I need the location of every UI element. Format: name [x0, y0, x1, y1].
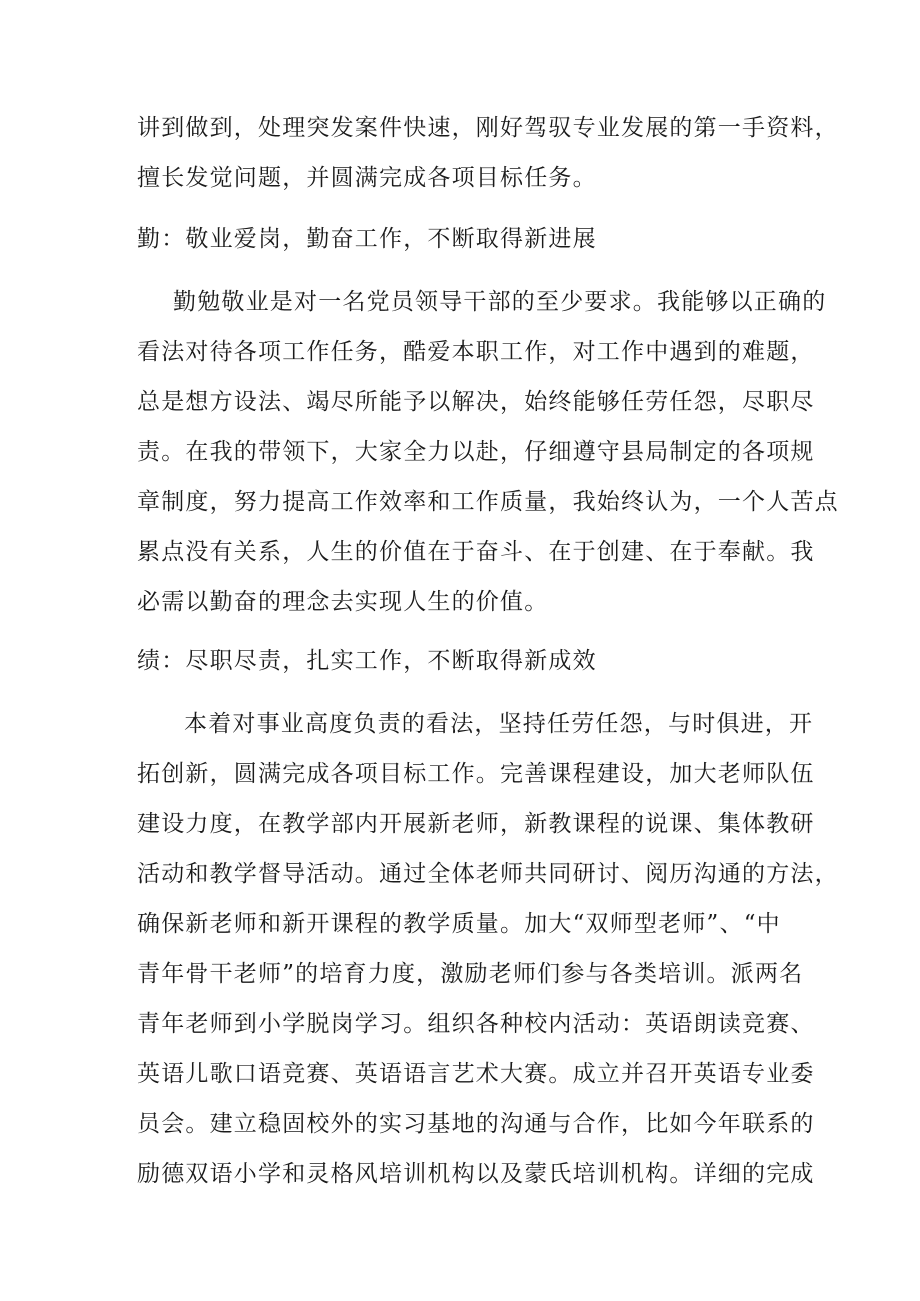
section-heading: 绩：尽职尽责，扎实工作，不断取得新成效	[137, 648, 597, 674]
text-line: 擅长发觉问题，并圆满完成各项目标任务。	[137, 165, 597, 191]
section-heading: 勤：敬业爱岗，勤奋工作，不断取得新进展	[137, 226, 597, 252]
text-line: 必需以勤奋的理念去实现人生的价值。	[137, 589, 549, 615]
text-line: 青年骨干老师”的培育力度，激励老师们参与各类培训。派两名	[137, 961, 804, 987]
text-line: 励德双语小学和灵格风培训机构以及蒙氏培训机构。详细的完成	[137, 1161, 815, 1187]
text-line: 章制度，努力提高工作效率和工作质量，我始终认为，一个人苦点	[137, 489, 839, 515]
text-line: 拓创新，圆满完成各项目标工作。完善课程建设，加大老师队伍	[137, 761, 815, 787]
text-line: 看法对待各项工作任务，酷爱本职工作，对工作中遇到的难题，	[137, 339, 815, 365]
text-line: 勤勉敬业是对一名党员领导干部的至少要求。我能够以正确的	[173, 289, 827, 315]
text-line: 确保新老师和新开课程的教学质量。加大“双师型老师”、“中	[137, 911, 781, 937]
text-line: 累点没有关系，人生的价值在于奋斗、在于创建、在于奉献。我	[137, 539, 815, 565]
text-line: 活动和教学督导活动。通过全体老师共同研讨、阅历沟通的方法，	[137, 861, 839, 887]
text-line: 总是想方设法、竭尽所能予以解决，始终能够任劳任怨，尽职尽	[137, 389, 815, 415]
text-line: 员会。建立稳固校外的实习基地的沟通与合作，比如今年联系的	[137, 1111, 815, 1137]
text-line: 青年老师到小学脱岗学习。组织各种校内活动：英语朗读竞赛、	[137, 1011, 815, 1037]
text-line: 建设力度，在教学部内开展新老师，新教课程的说课、集体教研	[137, 811, 815, 837]
text-line: 本着对事业高度负责的看法，坚持任劳任怨，与时俱进，开	[184, 711, 814, 737]
text-line: 英语儿歌口语竞赛、英语语言艺术大赛。成立并召开英语专业委	[137, 1061, 815, 1087]
text-line: 责。在我的带领下，大家全力以赴，仔细遵守县局制定的各项规	[137, 439, 815, 465]
text-line: 讲到做到，处理突发案件快速，刚好驾驭专业发展的第一手资料，	[137, 115, 839, 141]
